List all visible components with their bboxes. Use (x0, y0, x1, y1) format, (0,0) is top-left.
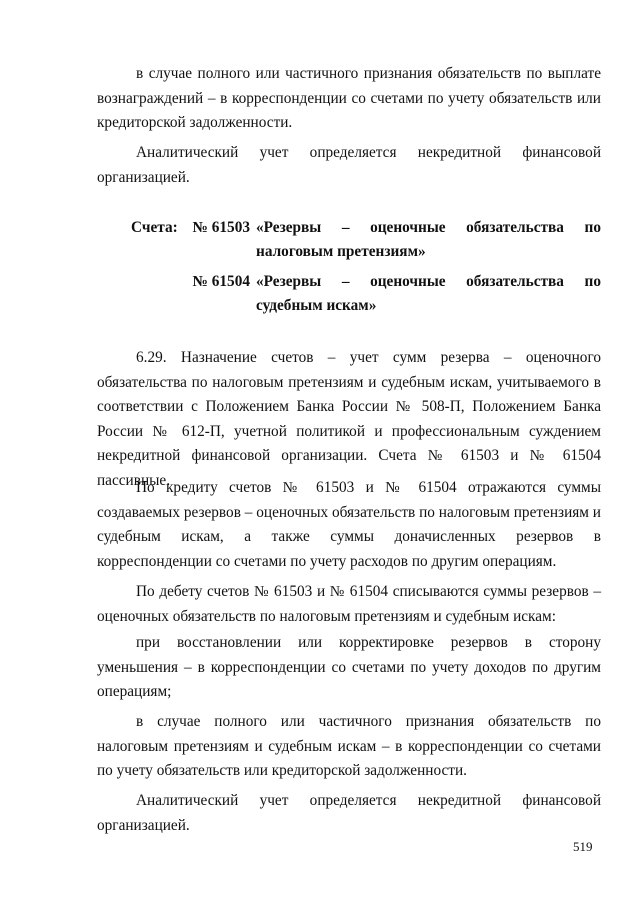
paragraph-debit: По дебету счетов № 61503 и № 61504 списываются суммы резервов – оценочных обязательств по налоговым претензиям и судебным искам: (97, 583, 601, 625)
account-number-61503: № 61503 (192, 219, 250, 236)
paragraph-6-29: 6.29. Назначение счетов – учет сумм резерва – оценочного обязательства по налоговым претензиям и судебным искам, учитываемого в соответствии с Положением Банка России № 508-П, Положением Банка России № 612-П, учетной политикой и профессиональным суждением некредитной финансовой организации. Счета № 61503 и № 61504 пассивные. (97, 349, 601, 489)
accounts-label: Счета: (131, 219, 178, 236)
paragraph-analytics-top: Аналитический учет определяется некредитной финансовой организацией. (97, 144, 601, 186)
account-title-61503: «Резервы – оценочные обязательства по налоговым претензиям» (256, 219, 601, 260)
account-number-61504: № 61504 (192, 273, 250, 290)
account-title-61504: «Резервы – оценочные обязательства по судебным искам» (256, 273, 601, 314)
paragraph-credit: По кредиту счетов № 61503 и № 61504 отражаются суммы создаваемых резервов – оценочных обязательств по налоговым претензиям и судебным искам, а также суммы доначисленных резервов в корреспонденции со счетами по учету расходов по другим операциям. (97, 479, 601, 570)
paragraph-recognition: в случае полного или частичного признания обязательств по налоговым претензиям и судебным искам – в корреспонденции со счетами по учету обязательств или кредиторской задолженности. (97, 713, 601, 779)
page-number: 519 (573, 839, 593, 854)
paragraph-analytics-bottom: Аналитический учет определяется некредитной финансовой организацией. (97, 792, 601, 834)
paragraph-remuneration: в случае полного или частичного признания обязательств по выплате вознаграждений – в корреспонденции со счетами по учету обязательств или кредиторской задолженности. (97, 65, 601, 131)
paragraph-restore: при восстановлении или корректировке резервов в сторону уменьшения – в корреспонденции со счетами по учету доходов по другим операциям; (97, 634, 601, 700)
